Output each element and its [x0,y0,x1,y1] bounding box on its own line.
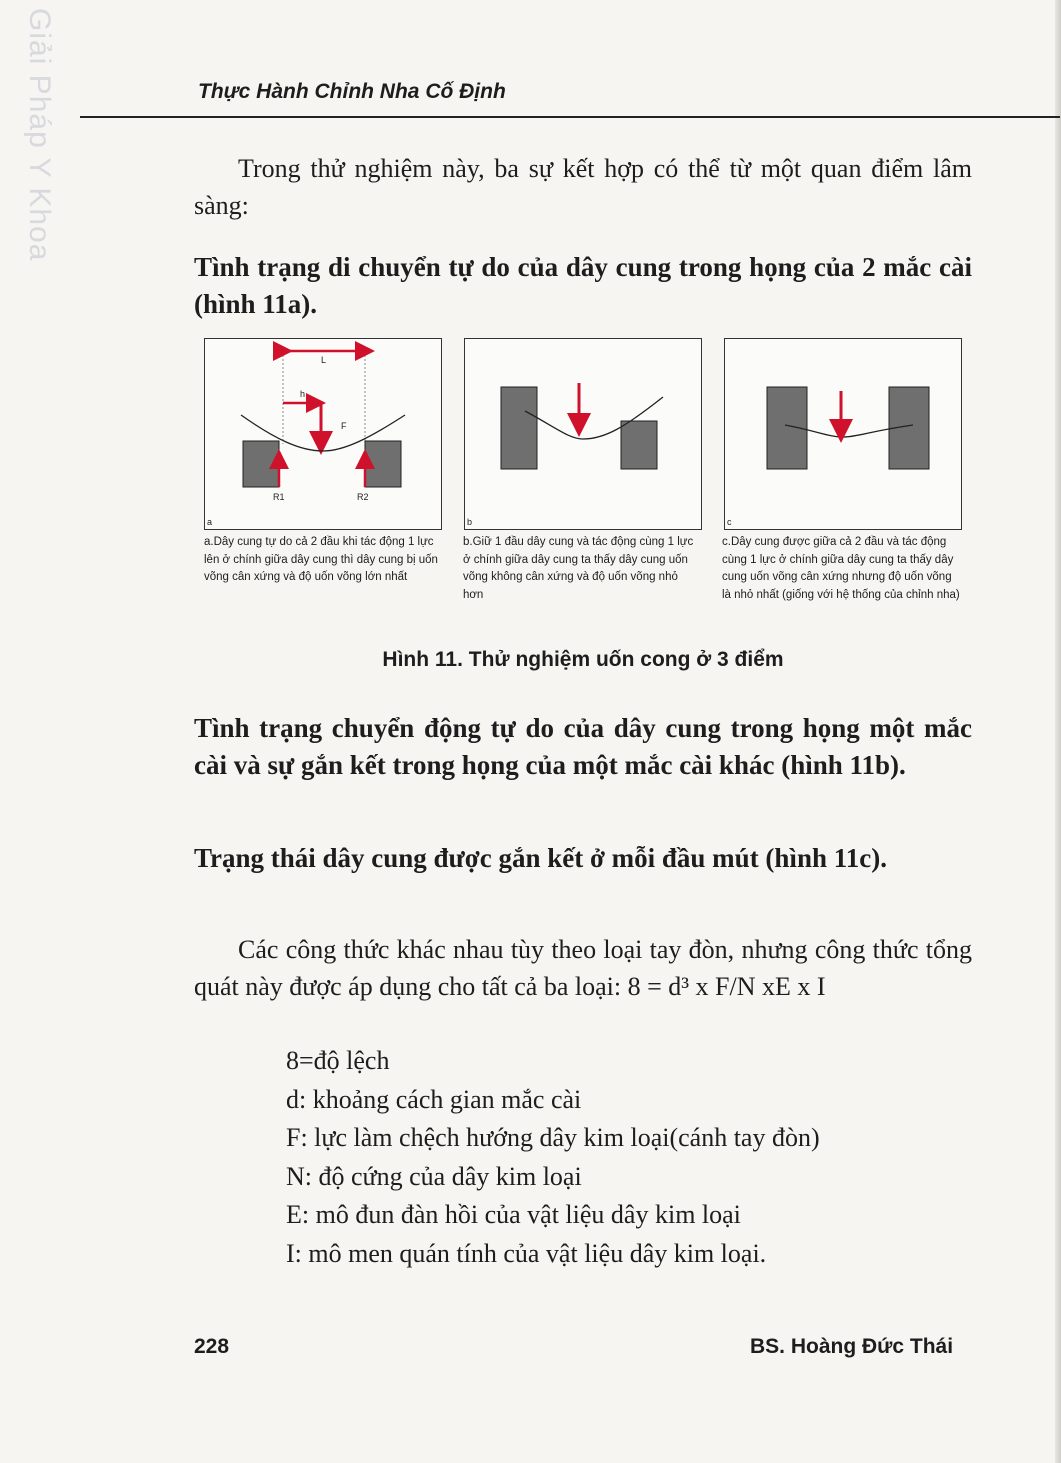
variable-item: I: mô men quán tính của vật liệu dây kim loại. [286,1238,767,1268]
figure-c-diagram [725,339,961,529]
label-length: L [321,355,327,365]
caption-a: a.Dây cung tự do cả 2 đầu khi tác động 1 lực lên ở chính giữa dây cung thì dây cung bị uốn võng cân xứng và độ uốn võng lớn nhất [204,536,438,583]
header-rule [80,116,1060,118]
label-r1: R1 [273,492,285,502]
caption-b: b.Giữ 1 đầu dây cung và tác động cùng 1 lực ở chính giữa dây cung ta thấy dây cung uốn võng không cân xứng và độ uốn võng nhỏ hơn [463,536,694,601]
heading-11b: Tình trạng chuyển động tự do của dây cung trong họng một mắc cài và sự gắn kết trong họng của một mắc cài khác (hình 11b). [194,713,972,780]
figure-a-diagram [205,339,441,529]
bracket-left [243,441,279,487]
panel-letter-b: b [467,517,473,527]
page-number: 228 [194,1335,230,1358]
variable-item: d: khoảng cách gian mắc cài [286,1084,582,1114]
panel-letter-c: c [727,517,732,527]
variable-item: N: độ cứng của dây kim loại [286,1161,582,1191]
figure-panel-b [464,338,702,530]
running-header-title: Thực Hành Chỉnh Nha Cố Định [198,80,506,103]
figure-title: Hình 11. Thử nghiệm uốn cong ở 3 điểm [382,648,784,671]
formula-paragraph: Các công thức khác nhau tùy theo loại tay đòn, nhưng công thức tổng quát này được áp dụng cho tất cả ba loại: 8 = d³ x F/N xE x I [194,935,972,1001]
watermark: Giải Pháp Y Khoa [23,8,56,262]
figure-panel-a [204,338,442,530]
variable-item: 8=độ lệch [286,1046,390,1075]
page-edge [1055,0,1061,1463]
label-height: h [300,389,306,399]
label-r2: R2 [357,492,369,502]
panel-letter-a: a [207,517,213,527]
variable-list [286,1042,820,1273]
author-name: BS. Hoàng Đức Thái [750,1335,954,1358]
intro-paragraph: Trong thử nghiệm này, ba sự kết hợp có thể từ một quan điểm lâm sàng: [194,154,972,220]
variable-item: E: mô đun đàn hồi của vật liệu dây kim loại [286,1200,741,1229]
bracket-left [501,387,537,469]
bracket-right [621,421,657,469]
heading-11c: Trạng thái dây cung được gắn kết ở mỗi đầu mút (hình 11c). [194,843,887,873]
caption-c: c.Dây cung được giữa cả 2 đầu và tác động cùng 1 lực ở chính giữa dây cung ta thấy dây cung uốn võng cân xứng nhưng độ uốn võng là nhỏ nhất (giống với hệ thống của chỉnh nha) [722,536,960,601]
heading-11a: Tình trạng di chuyển tự do của dây cung trong họng của 2 mắc cài (hình 11a). [194,252,972,319]
figure-b-diagram [465,339,701,529]
variable-item: F: lực làm chệch hướng dây kim loại(cánh tay đòn) [286,1123,820,1152]
label-force: F [341,421,347,431]
bracket-right [365,441,401,487]
figure-panel-c [724,338,962,530]
